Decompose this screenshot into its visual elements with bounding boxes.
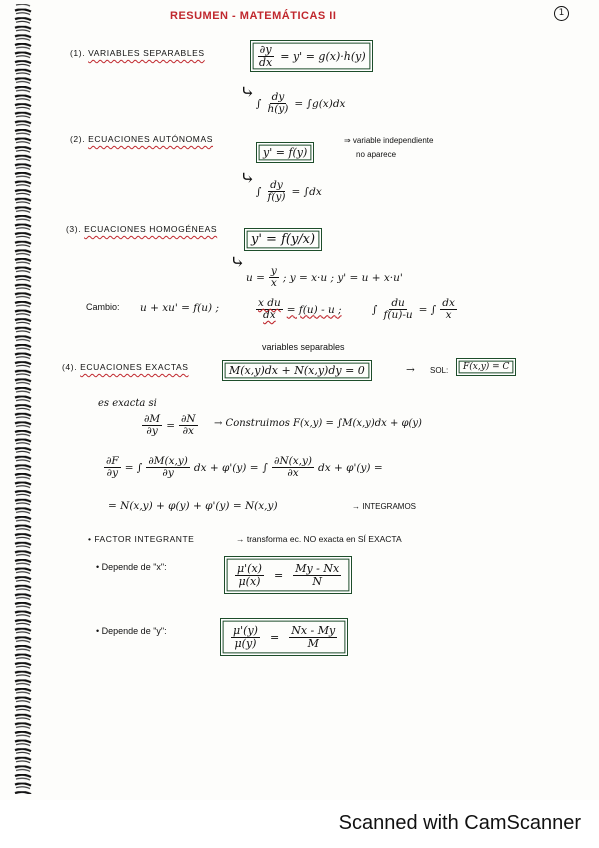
autonomous-integral: ∫ $\frac{dy}{f(y)}$ = ∫dx xyxy=(256,179,322,204)
section-2-heading: (2). ECUACIONES AUTÓNOMAS xyxy=(70,134,214,144)
dydx-fraction: $\frac{\partial y}{dx}$ xyxy=(259,43,273,69)
section-1-label: VARIABLES SEPARABLES xyxy=(88,48,205,58)
sol-label: SOL: xyxy=(430,366,449,375)
exact-equation-box: M(x,y)dx + N(x,y)dy = 0 xyxy=(222,360,372,381)
exactness-condition: $\frac{\partial M}{\partial y}$ = $\frac{\partial N}{\partial x}$ xyxy=(144,413,196,438)
autonomous-note-2: no aparece xyxy=(356,150,397,159)
integramos-note: → INTEGRAMOS xyxy=(352,502,417,511)
dF-dy-derivation: $\frac{\partial F}{\partial y}$ = ∫ $\frac{\partial M(x,y)}{\partial y}$ dx + φ'(y) = ∫ $\frac{\partial N(x,y)}{\partial x}$ dx + φ'(y) = xyxy=(106,455,383,480)
homogeneous-formula-box: y' = f(y/x) xyxy=(244,228,322,251)
curved-arrow-3: ⤷ xyxy=(230,252,246,273)
homogeneous-integral: ∫ $\frac{du}{f(u)-u}$ = ∫ $\frac{dx}{x}$ xyxy=(372,297,455,322)
autonomous-formula-box: y' = f(y) xyxy=(256,142,314,163)
spiral-binding xyxy=(14,0,32,800)
cambio-equation: u + xu' = f(u) ; xyxy=(140,302,219,314)
factor-integrante-label: • FACTOR INTEGRANTE xyxy=(88,534,195,544)
exacta-condition-label: es exacta si xyxy=(98,398,157,409)
homogeneous-substitution: u = $\frac{y}{x}$ ; y = x·u ; y' = u + x·u' xyxy=(246,265,403,290)
section-4-heading: (4). ECUACIONES EXACTAS xyxy=(62,362,189,372)
section-1-heading xyxy=(70,48,205,58)
autonomous-note-1: ⇒ variable independiente xyxy=(344,136,434,145)
section-4-label: ECUACIONES EXACTAS xyxy=(80,362,189,372)
section-3-label: ECUACIONES HOMOGÉNEAS xyxy=(84,224,218,234)
section-1-number: (1). xyxy=(70,48,86,58)
factor-y-formula-box: $\frac{\mu'(y)}{\mu(y)}$ = $\frac{Nx - My}{M}$ xyxy=(220,618,348,656)
cambio-label: Cambio: xyxy=(86,302,120,312)
curved-arrow-2: ⤷ xyxy=(240,168,256,189)
section-3-heading: (3). ECUACIONES HOMOGÉNEAS xyxy=(66,224,218,234)
solution-box: F(x,y) = C xyxy=(456,358,516,376)
separated-form: $\frac{\text{x du}}{dx}$ = f(u) - u ; xyxy=(258,297,342,322)
separable-integral: ∫ $\frac{dy}{h(y)}$ = ∫g(x)dx xyxy=(256,91,346,116)
variables-separables-note: variables separables xyxy=(262,342,345,352)
camscanner-watermark: Scanned with CamScanner xyxy=(338,812,581,834)
simplification-line: = N(x,y) + φ(y) + φ'(y) = N(x,y) xyxy=(108,500,278,512)
factor-x-formula-box: $\frac{\mu'(x)}{\mu(x)}$ = $\frac{My - Nx}{N}$ xyxy=(224,556,352,594)
page-number: 1 xyxy=(554,6,569,21)
depends-on-x-label: • Depende de "x": xyxy=(96,562,167,572)
factor-integrante-desc: → transforma ec. NO exacta en SÍ EXACTA xyxy=(236,534,402,544)
page-title: RESUMEN - MATEMÁTICAS II xyxy=(170,10,337,22)
depends-on-y-label: • Depende de "y": xyxy=(96,626,167,636)
curved-arrow-1: ⤷ xyxy=(240,82,256,103)
exact-arrow: → xyxy=(406,364,415,376)
construct-F: → Construimos F(x,y) = ∫M(x,y)dx + φ(y) xyxy=(214,418,422,429)
section-2-label: ECUACIONES AUTÓNOMAS xyxy=(88,134,214,144)
separable-formula-box: $\frac{\partial y}{dx}$ = y' = g(x)·h(y) xyxy=(250,40,373,72)
